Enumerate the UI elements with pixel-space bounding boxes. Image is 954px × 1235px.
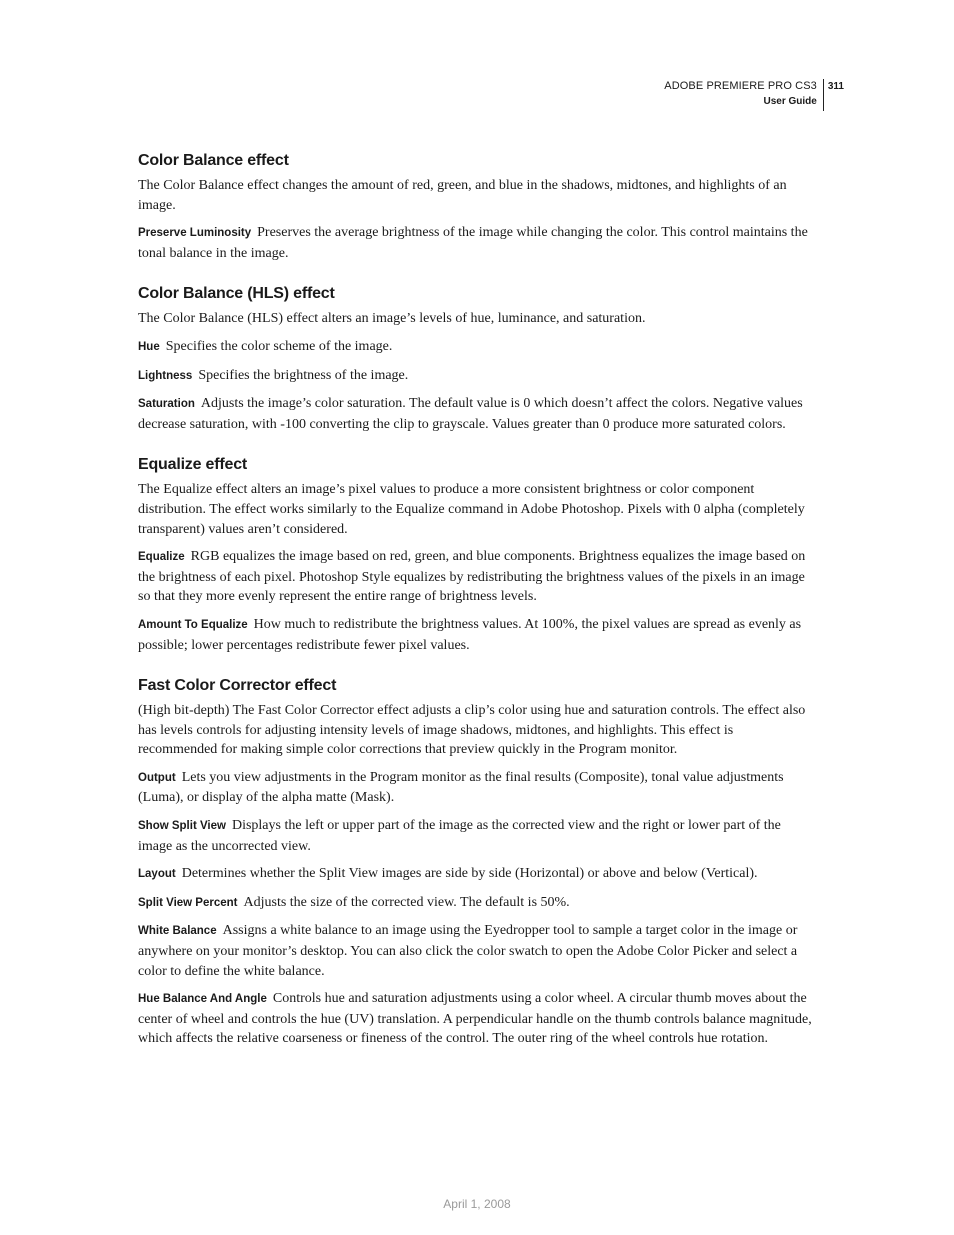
term-description: Determines whether the Split View images are side by side (Horizontal) or above and below (Vertical). bbox=[181, 866, 758, 882]
term-label: Hue bbox=[138, 340, 160, 353]
section-intro: The Equalize effect alters an image’s pixel values to produce a more consistent brightness or color component distribution. The effect works similarly to the Equalize command in Adobe Photoshop. Pixels with 0 alpha (completely transparent) values aren’t considered. bbox=[138, 482, 805, 537]
section-fast-color-corrector bbox=[138, 675, 814, 1049]
term-label: Preserve Luminosity bbox=[138, 227, 252, 240]
term-paragraph bbox=[138, 547, 814, 607]
term-label: Show Split View bbox=[138, 820, 226, 833]
term-description: Preserves the average brightness of the image while changing the color. This control maintains the tonal balance in the image. bbox=[138, 225, 808, 261]
term-description: How much to redistribute the brightness values. At 100%, the pixel values are spread as evenly as possible; lower percentages redistribute fewer pixel values. bbox=[138, 616, 802, 653]
term-description: Adjusts the image’s color saturation. The default value is 0 which doesn’t affect the colors. Negative values decrease saturation, with -100 converting the clip to grayscale. Values greater than 0 produce more saturated colors. bbox=[138, 396, 803, 432]
term-label: Lightness bbox=[138, 369, 193, 382]
header-title-block bbox=[664, 79, 824, 111]
term-paragraph bbox=[138, 615, 814, 655]
section-color-balance bbox=[138, 150, 814, 263]
section-heading: Fast Color Corrector effect bbox=[138, 677, 337, 695]
term-paragraph bbox=[138, 864, 814, 885]
page-number: 311 bbox=[827, 81, 844, 92]
section-equalize bbox=[138, 454, 814, 655]
term-description: Displays the left or upper part of the image as the corrected view and the right or lower part of the image as the uncorrected view. bbox=[138, 818, 781, 854]
term-paragraph bbox=[138, 768, 814, 808]
term-paragraph bbox=[138, 366, 814, 387]
page-footer-date: April 1, 2008 bbox=[443, 1197, 511, 1211]
term-label: Layout bbox=[138, 868, 176, 881]
header-guide-label: User Guide bbox=[763, 96, 817, 107]
term-paragraph bbox=[138, 816, 814, 856]
term-paragraph bbox=[138, 337, 814, 358]
term-label: Amount To Equalize bbox=[138, 618, 248, 631]
page-header bbox=[664, 79, 844, 111]
term-label: Split View Percent bbox=[138, 896, 238, 909]
section-heading: Color Balance effect bbox=[138, 152, 289, 169]
header-product-name: ADOBE PREMIERE PRO CS3 bbox=[664, 80, 817, 92]
term-paragraph bbox=[138, 893, 814, 914]
section-color-balance-hls bbox=[138, 283, 814, 434]
term-description: Specifies the color scheme of the image. bbox=[165, 338, 393, 354]
section-heading: Equalize effect bbox=[138, 456, 248, 474]
term-label: Equalize bbox=[138, 551, 185, 564]
page-content bbox=[138, 150, 814, 1069]
term-description: Specifies the brightness of the image. bbox=[198, 367, 409, 383]
term-description: RGB equalizes the image based on red, green, and blue components. Brightness equalizes the image based on the brightness of each pixel. Photoshop Style equalizes by redistributing the brightness values of the pixels in an image so that they more evenly represent the entire range of brightness levels. bbox=[138, 549, 806, 605]
term-paragraph bbox=[138, 394, 814, 434]
term-description: Lets you view adjustments in the Program monitor as the final results (Composite), tonal value adjustments (Luma), or display of the alpha matte (Mask). bbox=[138, 769, 784, 806]
term-description: Assigns a white balance to an image using the Eyedropper tool to sample a target color in the image or anywhere on your monitor’s desktop. You can also click the color swatch to open the Adobe Color Picker and select a color to define the white balance. bbox=[138, 923, 798, 979]
term-description: Adjusts the size of the corrected view. The default is 50%. bbox=[243, 894, 570, 910]
section-intro: The Color Balance (HLS) effect alters an image’s levels of hue, luminance, and saturation. bbox=[138, 311, 646, 327]
section-intro: The Color Balance effect changes the amount of red, green, and blue in the shadows, midtones, and highlights of an image. bbox=[138, 178, 787, 213]
term-paragraph bbox=[138, 989, 814, 1049]
term-paragraph bbox=[138, 921, 814, 981]
section-heading: Color Balance (HLS) effect bbox=[138, 285, 335, 303]
term-label: Hue Balance And Angle bbox=[138, 993, 267, 1006]
term-description: Controls hue and saturation adjustments using a color wheel. A circular thumb moves about the center of wheel and controls the hue (UV) translation. A perpendicular handle on the thumb controls balance magnitude, which affects the relative coarseness or fineness of the control. The outer ring of the wheel controls hue rotation. bbox=[138, 991, 812, 1047]
section-intro: (High bit-depth) The Fast Color Corrector effect adjusts a clip’s color using hue and saturation controls. The effect also has levels controls for adjusting intensity levels of image shadows, midtones, and highlights. This effect is recommended for making simple color corrections that preview quickly in the Program monitor. bbox=[138, 703, 806, 758]
term-label: White Balance bbox=[138, 925, 217, 938]
term-paragraph bbox=[138, 223, 814, 263]
term-label: Output bbox=[138, 771, 176, 784]
term-label: Saturation bbox=[138, 398, 195, 411]
